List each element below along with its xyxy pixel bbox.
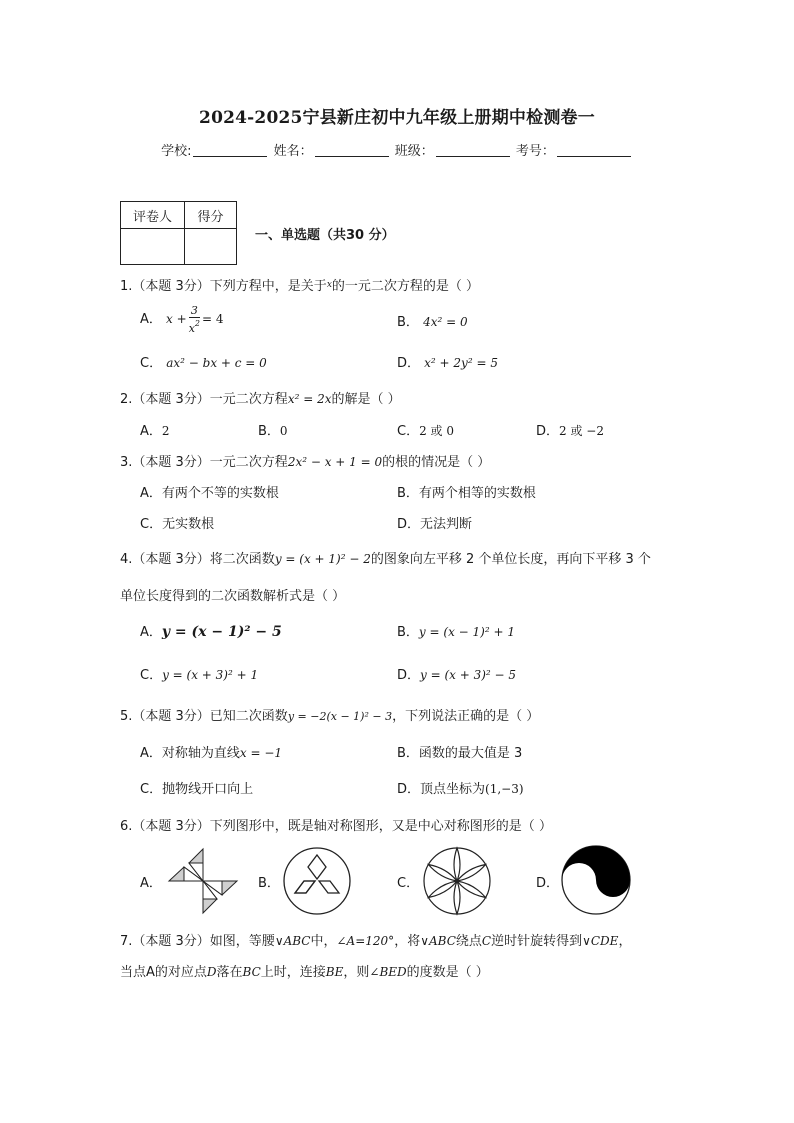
option-3c[interactable] — [140, 513, 214, 532]
option-label: D． — [397, 782, 421, 797]
math-expr: y = (x + 3)² − 5 — [420, 668, 517, 682]
option-text: 函数的最大值是 3 — [418, 746, 523, 761]
math-expr: y = (x + 1)² − 2 — [274, 552, 371, 566]
option-text: 有两个不等的实数根 — [161, 486, 279, 501]
option-3a[interactable] — [140, 482, 279, 501]
option-label: D． — [397, 356, 421, 371]
option-2b[interactable] — [258, 420, 288, 439]
question-1 — [120, 275, 479, 294]
math-expr: x = −1 — [239, 746, 283, 760]
option-label: A． — [140, 486, 162, 501]
option-label: C． — [140, 356, 163, 371]
option-1d[interactable] — [397, 352, 498, 371]
math-expr: ∨CDE — [582, 934, 619, 948]
question-7 — [120, 930, 631, 949]
math-expr: ax² − bx + c = 0 — [166, 356, 267, 370]
option-label: A． — [140, 312, 162, 327]
option-5c[interactable] — [140, 778, 253, 797]
math-expr: y = (x + 3)² + 1 — [162, 668, 259, 682]
option-3b[interactable] — [397, 482, 536, 501]
school-label: 学校: — [161, 144, 192, 159]
pinwheel-figure[interactable] — [164, 845, 242, 917]
option-label: B． — [397, 746, 419, 761]
option-2a[interactable] — [140, 420, 170, 439]
question-text: 的一元二次方程的是（ ） — [331, 279, 480, 294]
score-table — [120, 201, 237, 265]
name-label: 姓名： — [273, 144, 313, 159]
option-label: C． — [140, 668, 163, 683]
option-2d[interactable] — [536, 420, 604, 439]
option-1b[interactable] — [397, 311, 468, 330]
option-6c-label[interactable]: C． — [397, 876, 420, 891]
question-text: 落在 — [216, 965, 243, 980]
math-expr: (1,−3) — [485, 782, 524, 796]
exam-title: 2024-2025宁县新庄初中九年级上册期中检测卷一 — [199, 108, 595, 128]
option-label: B． — [258, 424, 280, 439]
math-expr: BE — [325, 965, 344, 979]
math-expr: 2x² − x + 1 = 0 — [287, 455, 383, 469]
question-text: 4.（本题 3分）将二次函数 — [120, 552, 275, 567]
option-5a[interactable] — [140, 742, 282, 761]
question-text: 中， — [310, 934, 337, 949]
option-label: B． — [397, 315, 419, 330]
question-5 — [120, 705, 539, 724]
math-expr: y = (x − 1)² − 5 — [161, 624, 282, 640]
question-4 — [120, 548, 651, 567]
question-text: 1.（本题 3分）下列方程中，是关于 — [120, 279, 327, 294]
math-expr: = 4 — [202, 312, 224, 326]
question-6: 6.（本题 3分）下列图形中，既是轴对称图形，又是中心对称图形的是（ ） — [120, 819, 552, 834]
option-3d[interactable] — [397, 513, 472, 532]
numerator: 3 — [189, 305, 200, 318]
question-text: ，则 — [343, 965, 370, 980]
three-rhombus-circle-figure[interactable] — [281, 845, 353, 917]
option-text: 2 — [161, 424, 170, 438]
option-text: 0 — [279, 424, 288, 438]
grader-cell[interactable] — [121, 229, 185, 265]
math-expr: x² = 2x — [287, 392, 332, 406]
option-label: A． — [140, 625, 162, 640]
question-text: 的根的情况是（ ） — [382, 455, 491, 470]
option-label: A． — [140, 746, 162, 761]
question-text: 逆时针旋转得到 — [491, 934, 583, 949]
option-1a[interactable] — [140, 304, 224, 335]
option-1c[interactable] — [140, 352, 267, 371]
math-expr: 4x² = 0 — [423, 315, 468, 329]
math-expr: y = (x − 1)² + 1 — [418, 625, 515, 639]
option-text: 2 或 0 — [419, 424, 454, 438]
class-blank[interactable] — [436, 144, 510, 157]
question-text: 7.（本题 3分）如图，等腰 — [120, 934, 275, 949]
option-text: 有两个相等的实数根 — [418, 486, 536, 501]
math-expr: x + — [166, 312, 187, 326]
fraction — [189, 305, 200, 335]
option-5b[interactable] — [397, 742, 522, 761]
option-label: D． — [397, 668, 421, 683]
math-var: x — [326, 280, 332, 290]
option-6a-label[interactable]: A． — [140, 876, 162, 891]
question-text: 3.（本题 3分）一元二次方程 — [120, 455, 288, 470]
score-cell[interactable] — [185, 229, 237, 265]
option-4b[interactable] — [397, 621, 515, 640]
option-label: B． — [397, 625, 419, 640]
option-5d[interactable] — [397, 778, 524, 797]
question-text: 当点A的对应点 — [120, 965, 207, 980]
school-blank[interactable] — [193, 144, 267, 157]
math-expr: BC — [242, 965, 261, 979]
math-expr: ∠A=120° — [336, 934, 395, 948]
math-expr: x² + 2y² = 5 — [424, 356, 498, 370]
question-text: 上时，连接 — [260, 965, 326, 980]
option-4c[interactable] — [140, 664, 258, 683]
math-expr: C — [481, 934, 492, 948]
number-label: 考号： — [515, 144, 555, 159]
option-text: 抛物线开口向上 — [162, 782, 254, 797]
option-label: B． — [397, 486, 419, 501]
question-text: 的度数是（ ） — [406, 965, 489, 980]
yin-yang-figure[interactable] — [559, 843, 633, 917]
option-label: A． — [140, 424, 162, 439]
question-text: ， — [618, 934, 632, 949]
option-4d[interactable] — [397, 664, 516, 683]
option-6d-label[interactable]: D． — [536, 876, 560, 891]
number-blank[interactable] — [557, 144, 631, 157]
score-header: 得分 — [185, 202, 237, 229]
question-3 — [120, 451, 490, 470]
option-4a[interactable] — [140, 621, 282, 640]
option-label: C． — [140, 782, 163, 797]
option-label: D． — [536, 424, 560, 439]
math-expr: D — [206, 965, 217, 979]
question-text: 的图象向左平移 2 个单位长度，再向下平移 3 个 — [370, 552, 651, 567]
question-text: ，将 — [394, 934, 421, 949]
math-expr: ∨ABC — [420, 934, 456, 948]
option-label: D． — [397, 517, 421, 532]
option-label: C． — [140, 517, 163, 532]
option-text: 无实数根 — [162, 517, 215, 532]
question-2 — [120, 388, 401, 407]
option-6b-label[interactable]: B． — [258, 876, 280, 891]
option-text: 2 或 −2 — [559, 424, 604, 438]
six-petal-circle-figure[interactable] — [421, 845, 493, 917]
option-text: 顶点坐标为 — [420, 782, 486, 797]
denominator: $x^2$ — [188, 318, 200, 335]
option-label: C． — [397, 424, 420, 439]
section-heading: 一、单选题（共30 分） — [255, 228, 395, 243]
option-text: 对称轴为直线 — [161, 746, 240, 761]
question-text: ，下列说法正确的是（ ） — [392, 709, 540, 724]
option-text: 无法判断 — [420, 517, 473, 532]
option-2c[interactable] — [397, 420, 454, 439]
question-text: 的解是（ ） — [331, 392, 401, 407]
question-text: 2.（本题 3分）一元二次方程 — [120, 392, 288, 407]
student-info-line — [0, 140, 794, 159]
class-label: 班级： — [394, 144, 434, 159]
math-expr: ∠BED — [369, 965, 407, 979]
math-expr: y = −2(x − 1)² − 3 — [287, 710, 393, 723]
question-text: 5.（本题 3分）已知二次函数 — [120, 709, 288, 724]
question-7-line2 — [120, 961, 489, 980]
grader-header: 评卷人 — [121, 202, 185, 229]
math-expr: ∨ABC — [274, 934, 311, 948]
name-blank[interactable] — [315, 144, 389, 157]
question-text: 绕点 — [455, 934, 482, 949]
question-4-line2: 单位长度得到的二次函数解析式是（ ） — [120, 589, 346, 604]
denominator-var: x — [188, 321, 195, 335]
